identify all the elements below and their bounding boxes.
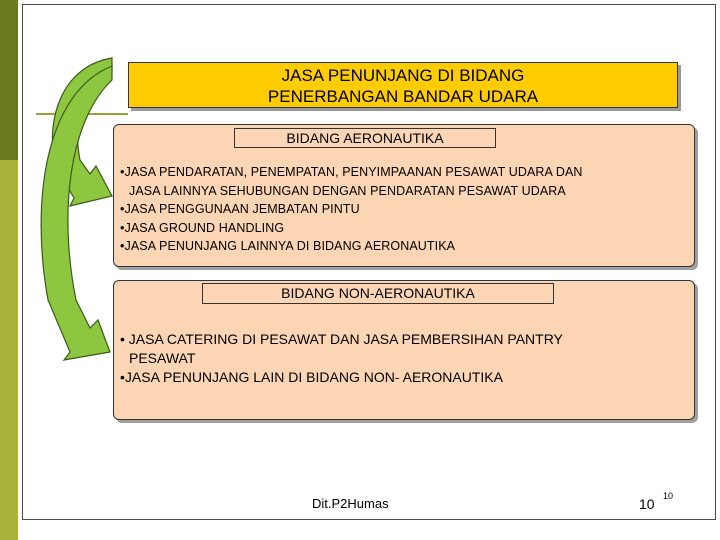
title-line-2: PENERBANGAN BANDAR UDARA [267, 87, 539, 106]
aeronautika-panel [113, 124, 695, 267]
footer-text: Dit.P2Humas [312, 496, 389, 511]
list-item: •JASA GROUND HANDLING [120, 220, 285, 235]
non-aeronautika-panel [113, 280, 695, 420]
list-item: •JASA PENUNJANG LAIN DI BIDANG NON- AERONAUTIKA [120, 369, 503, 385]
list-item: PESAWAT [129, 350, 196, 366]
list-item: •JASA PENGGUNAAN JEMBATAN PINTU [120, 202, 360, 216]
aeronautika-header: BIDANG AERONAUTIKA [234, 128, 496, 148]
list-item: •JASA PENUNJANG LAINNYA DI BIDANG AERONAUTIKA [120, 239, 456, 253]
page-number: 10 [639, 496, 655, 512]
aeronautika-list [120, 163, 583, 256]
list-item: •JASA PENDARATAN, PENEMPATAN, PENYIMPAANAN PESAWAT UDARA DAN [120, 165, 583, 179]
page-number-superscript: 10 [663, 491, 674, 501]
arrow-to-nonaeronautika [41, 66, 112, 360]
non-aeronautika-header: BIDANG NON-AERONAUTIKA [202, 283, 554, 304]
title-line-1: JASA PENUNJANG DI BIDANG [281, 66, 525, 85]
list-item: JASA LAINNYA SEHUBUNGAN DENGAN PENDARATAN PESAWAT UDARA [129, 183, 566, 198]
list-item: • JASA CATERING DI PESAWAT DAN JASA PEMBERSIHAN PANTRY [120, 331, 563, 347]
non-aeronautika-list [120, 330, 563, 387]
title-box [128, 62, 678, 108]
